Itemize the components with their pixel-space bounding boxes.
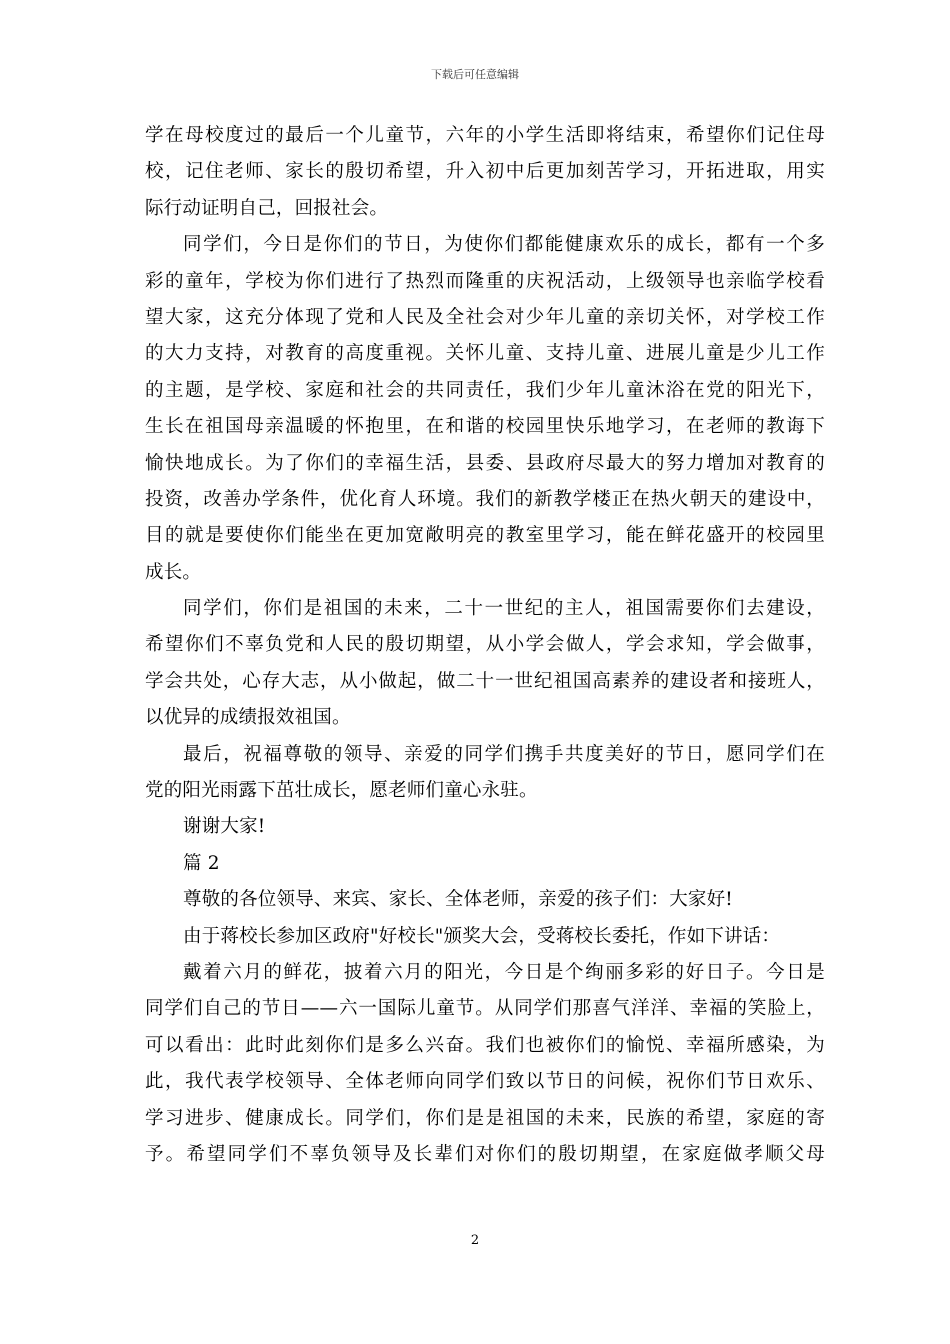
text-line: 此，我代表学校领导、全体老师向同学们致以节日的问候，祝你们节日欢乐、 <box>145 1071 825 1093</box>
page-number: 2 <box>470 1233 480 1248</box>
text-line: 同学们，你们是祖国的未来，二十一世纪的主人，祖国需要你们去建设， <box>183 598 825 620</box>
text-line: 最后，祝福尊敬的领导、亲爱的同学们携手共度美好的节日，愿同学们在 <box>183 743 825 765</box>
text-line: 尊敬的各位领导、来宾、家长、全体老师，亲爱的孩子们：大家好! <box>183 889 733 911</box>
text-line: 的主题，是学校、家庭和社会的共同责任，我们少年儿童沐浴在党的阳光下， <box>145 379 825 401</box>
text-line: 投资，改善办学条件，优化育人环境。我们的新教学楼正在热火朝天的建设中， <box>145 488 825 510</box>
text-line: 校，记住老师、家长的殷切希望，升入初中后更加刻苦学习，开拓进取，用实 <box>145 161 825 183</box>
text-line: 望大家，这充分体现了党和人民及全社会对少年儿童的亲切关怀，对学校工作 <box>145 306 825 328</box>
text-line: 希望你们不辜负党和人民的殷切期望，从小学会做人，学会求知，学会做事， <box>145 634 825 656</box>
text-line: 予。希望同学们不辜负领导及长辈们对你们的殷切期望，在家庭做孝顺父母 <box>145 1143 825 1165</box>
text-line: 生长在祖国母亲温暖的怀抱里，在和谐的校园里快乐地学习，在老师的教诲下 <box>145 416 825 438</box>
text-line: 戴着六月的鲜花，披着六月的阳光，今日是个绚丽多彩的好日子。今日是 <box>183 961 825 983</box>
text-line: 以优异的成绩报效祖国。 <box>145 707 351 729</box>
text-line: 由于蒋校长参加区政府"好校长"颁奖大会，受蒋校长委托，作如下讲话： <box>183 925 781 947</box>
text-line: 彩的童年，学校为你们进行了热烈而隆重的庆祝活动，上级领导也亲临学校看 <box>145 270 825 292</box>
text-line: 际行动证明自己，回报社会。 <box>145 197 389 219</box>
page-header: 下载后可任意编辑 <box>431 68 519 81</box>
text-line: 的大力支持，对教育的高度重视。关怀儿童、支持儿童、进展儿童是少儿工作 <box>145 343 825 365</box>
text-line: 成长。 <box>145 561 202 583</box>
text-line: 学习进步、健康成长。同学们，你们是是祖国的未来，民族的希望，家庭的寄 <box>145 1107 825 1129</box>
text-line: 谢谢大家! <box>183 816 266 838</box>
document-body <box>145 118 825 1173</box>
text-line: 愉快地成长。为了你们的幸福生活，县委、县政府尽最大的努力增加对教育的 <box>145 452 825 474</box>
text-line: 同学们自己的节日——六一国际儿童节。从同学们那喜气洋洋、幸福的笑脸上， <box>145 998 825 1020</box>
text-line: 可以看出：此时此刻你们是多么兴奋。我们也被你们的愉悦、幸福所感染，为 <box>145 1034 825 1056</box>
text-line: 目的就是要使你们能坐在更加宽敞明亮的教室里学习，能在鲜花盛开的校园里 <box>145 525 825 547</box>
text-line: 同学们，今日是你们的节日，为使你们都能健康欢乐的成长，都有一个多 <box>183 234 825 256</box>
text-line: 学会共处，心存大志，从小做起，做二十一世纪祖国高素养的建设者和接班人， <box>145 670 825 692</box>
text-line: 学在母校度过的最后一个儿童节，六年的小学生活即将结束，希望你们记住母 <box>145 125 825 146</box>
text-line: 篇 2 <box>183 852 220 874</box>
text-line: 党的阳光雨露下茁壮成长，愿老师们童心永驻。 <box>145 780 538 802</box>
